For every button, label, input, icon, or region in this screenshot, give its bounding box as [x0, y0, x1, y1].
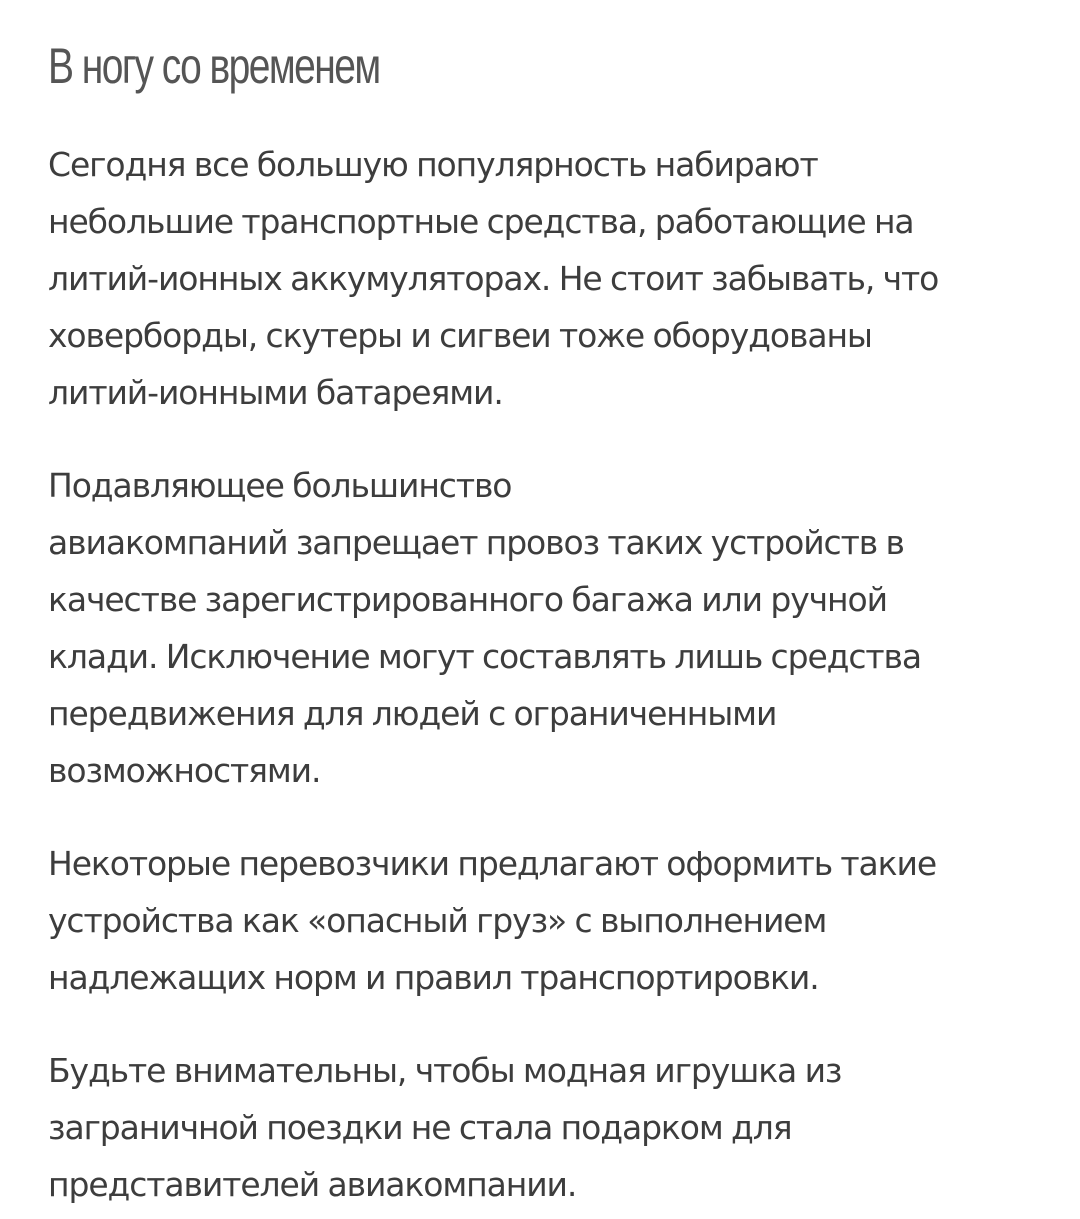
- paragraph: [48, 136, 1048, 421]
- paragraph-line: передвижения для людей с ограниченными: [48, 694, 777, 733]
- paragraph-line: Подавляющее большинство: [48, 466, 512, 505]
- paragraph-line: клади. Исключение могут составлять лишь средства: [48, 637, 922, 676]
- paragraph-line: представителей авиакомпании.: [48, 1165, 577, 1204]
- paragraph-line: Некоторые перевозчики предлагают оформить такие: [48, 844, 937, 883]
- paragraph-line: небольшие транспортные средства, работающие на: [48, 202, 914, 241]
- paragraph: [48, 457, 1048, 799]
- paragraph: [48, 835, 1048, 1006]
- paragraph-line: качестве зарегистрированного багажа или ручной: [48, 580, 887, 619]
- paragraph-line: литий-ионных аккумуляторах. Не стоит забывать, что: [48, 259, 939, 298]
- paragraph-line: авиакомпаний запрещает провоз таких устройств в: [48, 523, 904, 562]
- paragraph: [48, 1042, 1048, 1213]
- paragraph-line: литий-ионными батареями.: [48, 373, 503, 412]
- paragraph-line: Будьте внимательны, чтобы модная игрушка из: [48, 1051, 842, 1090]
- paragraph-line: Сегодня все большую популярность набирают: [48, 145, 818, 184]
- article-title: В ногу со временем: [48, 38, 380, 94]
- paragraph-line: устройства как «опасный груз» с выполнением: [48, 901, 827, 940]
- paragraph-line: ховерборды, скутеры и сигвеи тоже оборудованы: [48, 316, 872, 355]
- paragraph-line: надлежащих норм и правил транспортировки.: [48, 958, 819, 997]
- paragraph-line: возможностями.: [48, 751, 321, 790]
- paragraph-line: заграничной поездки не стала подарком для: [48, 1108, 792, 1147]
